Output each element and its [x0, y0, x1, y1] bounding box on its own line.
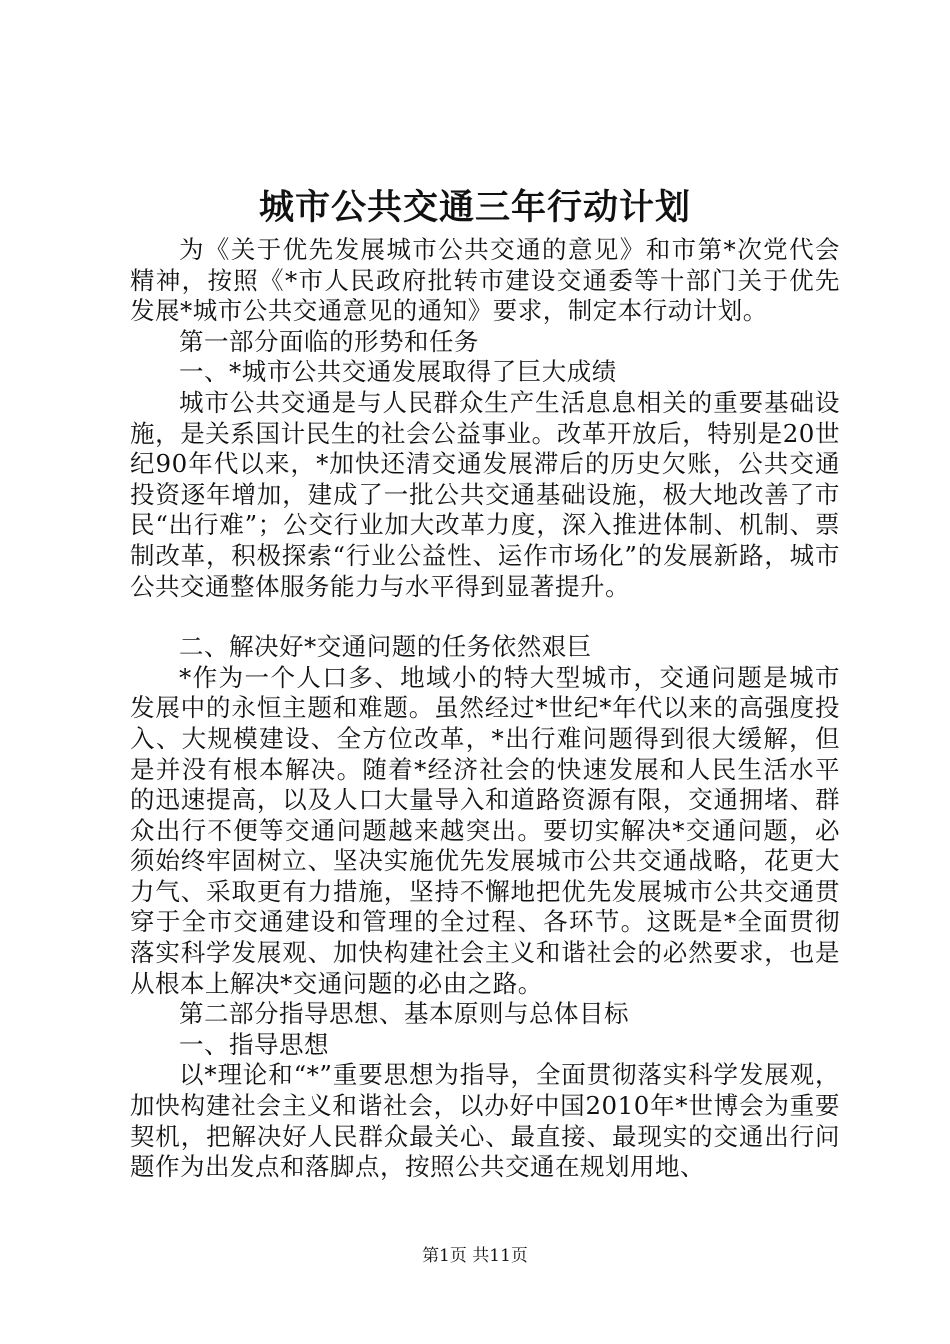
document-title: 城市公共交通三年行动计划	[258, 187, 691, 228]
section-heading-guiding-ideology: 一、指导思想	[179, 1029, 329, 1059]
achievements-paragraph: 城市公共交通是与人民群众生产生活息息相关的重要基础设施，是关系国计民生的社会公益事业。改革开放后，特别是20世纪90年代以来，*加快还清交通发展滞后的历史欠账，公共交通投资逐年增加，建成了一批公共交通基础设施，极大地改善了市民“出行难”；公交行业加大改革力度，深入推进体制、机制、票制改革，积极探索“行业公益性、运作市场化”的发展新路，城市公共交通整体服务能力与水平得到显著提升。	[130, 387, 840, 601]
page-number-footer: 第1页 共11页	[422, 1246, 528, 1266]
part-one-heading: 第一部分面临的形势和任务	[179, 326, 479, 356]
section-heading-tasks: 二、解决好*交通问题的任务依然艰巨	[179, 632, 592, 662]
intro-paragraph: 为《关于优先发展城市公共交通的意见》和市第*次党代会精神，按照《*市人民政府批转市建设交通委等十部门关于优先发展*城市公共交通意见的通知》要求，制定本行动计划。	[130, 235, 840, 326]
section-heading-achievements: 一、*城市公共交通发展取得了巨大成绩	[179, 357, 617, 387]
tasks-paragraph: *作为一个人口多、地域小的特大型城市，交通问题是城市发展中的永恒主题和难题。虽然经过*世纪*年代以来的高强度投入、大规模建设、全方位改革，*出行难问题得到很大缓解，但是并没有根本解决。随着*经济社会的快速发展和人民生活水平的迅速提高，以及人口大量导入和道路资源有限，交通拥堵、群众出行不便等交通问题越来越突出。要切实解决*交通问题，必须始终牢固树立、坚决实施优先发展城市公共交通战略，花更大力气、采取更有力措施，坚持不懈地把优先发展城市公共交通贯穿于全市交通建设和管理的全过程、各环节。这既是*全面贯彻落实科学发展观、加快构建社会主义和谐社会的必然要求，也是从根本上解决*交通问题的必由之路。	[130, 662, 840, 998]
document-body	[130, 235, 840, 1183]
part-two-heading: 第二部分指导思想、基本原则与总体目标	[179, 999, 629, 1029]
guiding-ideology-paragraph: 以*理论和“*”重要思想为指导，全面贯彻落实科学发展观，加快构建社会主义和谐社会，以办好中国2010年*世博会为重要契机，把解决好人民群众最关心、最直接、最现实的交通出行问题作为出发点和落脚点，按照公共交通在规划用地、	[130, 1060, 840, 1182]
